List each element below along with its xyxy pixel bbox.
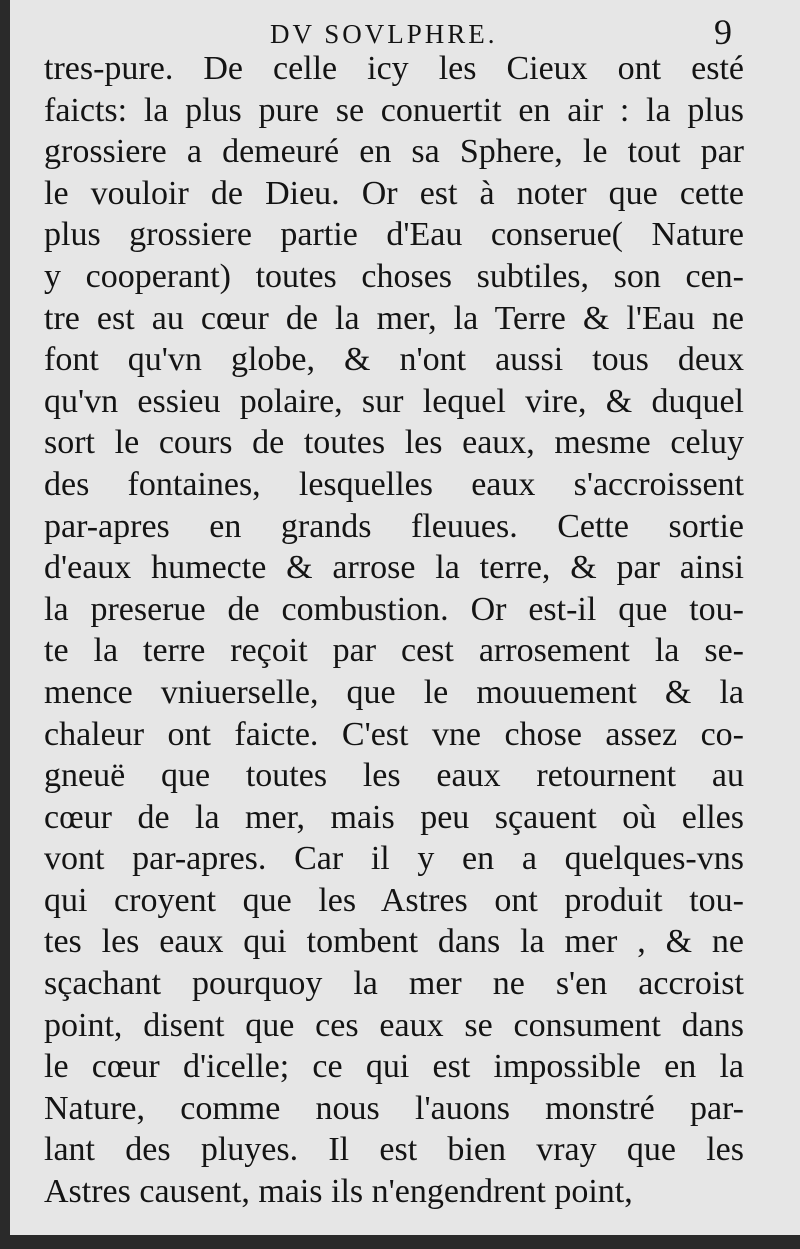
text-line: sort le cours de toutes les eaux, mesme celuy xyxy=(44,424,744,462)
text-line: la preserue de combustion. Or est-il que tou- xyxy=(44,590,744,628)
text-line: Nature, comme nous l'auons monstré par- xyxy=(44,1089,744,1127)
body-text xyxy=(44,48,744,1213)
text-line: tes les eaux qui tombent dans la mer , & ne xyxy=(44,923,744,961)
text-line: le cœur d'icelle; ce qui est impossible en la xyxy=(44,1048,744,1086)
text-line: gneuë que toutes les eaux retournent au xyxy=(44,757,744,795)
text-line: le vouloir de Dieu. Or est à noter que cette xyxy=(44,174,744,212)
scan-left-edge xyxy=(0,0,10,1249)
text-line: par-apres en grands fleuues. Cette sortie xyxy=(44,507,744,545)
text-line: qui croyent que les Astres ont produit tou- xyxy=(44,881,744,919)
text-line: sçachant pourquoy la mer ne s'en accroist xyxy=(44,965,744,1003)
text-line: faicts: la plus pure se conuertit en air : la plus xyxy=(44,91,744,129)
text-line: d'eaux humecte & arrose la terre, & par ainsi xyxy=(44,549,744,587)
scan-bottom-edge xyxy=(0,1235,800,1249)
text-line: cœur de la mer, mais peu sçauent où elles xyxy=(44,798,744,836)
text-line: font qu'vn globe, & n'ont aussi tous deux xyxy=(44,341,744,379)
text-line: tre est au cœur de la mer, la Terre & l'Eau ne xyxy=(44,299,744,337)
running-title: DV SOVLPHRE. xyxy=(270,19,498,49)
text-line: des fontaines, lesquelles eaux s'accroissent xyxy=(44,465,744,503)
text-line: qu'vn essieu polaire, sur lequel vire, & duquel xyxy=(44,382,744,420)
text-line: plus grossiere partie d'Eau conserue( Nature xyxy=(44,216,744,254)
page-number: 9 xyxy=(714,12,732,52)
text-line: lant des pluyes. Il est bien vray que les xyxy=(44,1131,744,1169)
text-line: grossiere a demeuré en sa Sphere, le tout par xyxy=(44,133,744,171)
text-line: point, disent que ces eaux se consument dans xyxy=(44,1006,744,1044)
text-line: mence vniuerselle, que le mouuement & la xyxy=(44,673,744,711)
text-line: vont par-apres. Car il y en a quelques-vns xyxy=(44,840,744,878)
text-line: y cooperant) toutes choses subtiles, son cen- xyxy=(44,257,744,295)
text-line: Astres causent, mais ils n'engendrent point, xyxy=(44,1173,633,1211)
text-line: tres-pure. De celle icy les Cieux ont esté xyxy=(44,50,744,87)
text-line: chaleur ont faicte. C'est vne chose assez co- xyxy=(44,715,744,753)
text-line: te la terre reçoit par cest arrosement la se- xyxy=(44,632,744,670)
